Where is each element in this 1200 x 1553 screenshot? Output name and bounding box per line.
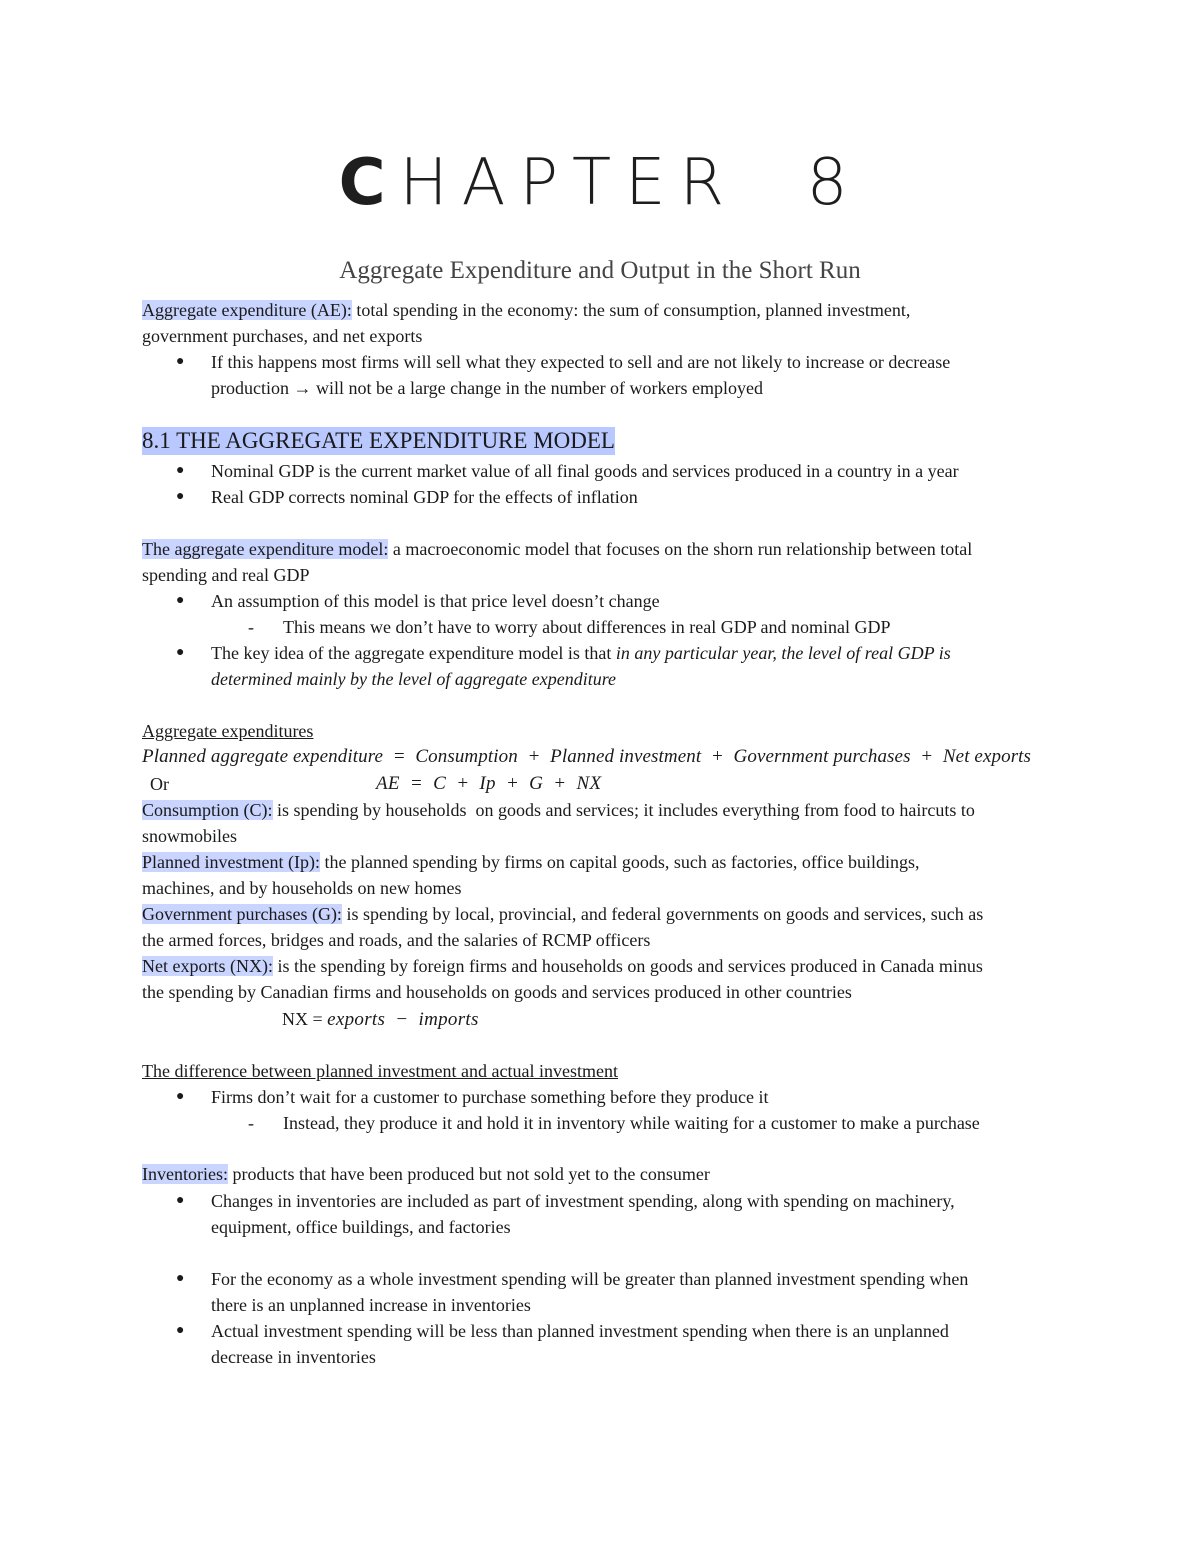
consumption-text-2: snowmobiles (142, 826, 238, 846)
chapter-title-initial: C (338, 146, 400, 220)
inventories-bullet-1a: Changes in inventories are included as part of investment spending, along with spending on machinery, (211, 1191, 955, 1211)
inventories-bullet-3a: Actual investment spending will be less than planned investment spending when there is an unplanned (211, 1321, 949, 1341)
bullet-glyph: ● (176, 1193, 185, 1208)
section-bullet-1: Nominal GDP is the current market value of all final goods and services produced in a country in a year (211, 461, 959, 481)
ae-definition (142, 298, 910, 322)
dash-glyph: - (248, 1113, 254, 1133)
netexports-term: Net exports (NX): (142, 956, 273, 976)
section-heading-8-1: 8.1 THE AGGREGATE EXPENDITURE MODEL (142, 428, 615, 453)
nx-formula-expr: exports − imports (327, 1009, 479, 1030)
model-bullet-2-pre: The key idea of the aggregate expenditure model is that (211, 643, 616, 663)
model-bullet-2 (211, 641, 951, 665)
agg-exp-formula: Planned aggregate expenditure = Consumption + Planned investment + Government purchases + Net exports (142, 746, 1032, 767)
model-text-1: a macroeconomic model that focuses on the shorn run relationship between total (388, 539, 973, 559)
investment-definition (142, 850, 920, 874)
chapter-subtitle: Aggregate Expenditure and Output in the Short Run (339, 257, 861, 284)
bullet-glyph: ● (176, 354, 185, 369)
nx-formula-pre: NX = (282, 1009, 328, 1029)
bullet-glyph: ● (176, 463, 185, 478)
model-term: The aggregate expenditure model: (142, 539, 389, 559)
investment-text-1: the planned spending by firms on capital goods, such as factories, office buildings, (319, 852, 920, 872)
planned-actual-sub-1: Instead, they produce it and hold it in inventory while waiting for a customer to make a purchase (283, 1113, 980, 1133)
ae-text-1: total spending in the economy: the sum of consumption, planned investment, (351, 300, 911, 320)
consumption-text-1: is spending by households on goods and services; it includes everything from food to haircuts to (272, 800, 975, 820)
planned-actual-heading: The difference between planned investment and actual investment (142, 1061, 618, 1081)
government-definition (142, 902, 983, 926)
bullet-glyph: ● (176, 1271, 185, 1286)
agg-exp-heading: Aggregate expenditures (142, 721, 314, 741)
inventories-bullet-1b: equipment, office buildings, and factories (211, 1217, 511, 1237)
government-text-2: the armed forces, bridges and roads, and the salaries of RCMP officers (142, 930, 651, 950)
ae-term: Aggregate expenditure (AE): (142, 300, 352, 320)
government-text-1: is spending by local, provincial, and federal governments on goods and services, such as (341, 904, 984, 924)
investment-term: Planned investment (Ip): (142, 852, 320, 872)
inventories-text: products that have been produced but not sold yet to the consumer (227, 1164, 710, 1184)
model-bullet-2b: determined mainly by the level of aggregate expenditure (211, 669, 617, 689)
chapter-title-rest: HAPTER 8 (399, 146, 862, 220)
bullet-glyph: ● (176, 1323, 185, 1338)
inventories-term: Inventories: (142, 1164, 228, 1184)
ae-text-2: government purchases, and net exports (142, 326, 423, 346)
bullet-glyph: ● (176, 489, 185, 504)
consumption-definition (142, 798, 975, 822)
investment-text-2: machines, and by households on new homes (142, 878, 462, 898)
ae-short-formula: AE = C + Ip + G + NX (376, 773, 602, 794)
nx-formula (282, 1007, 479, 1032)
bullet-glyph: ● (176, 645, 185, 660)
model-definition (142, 537, 972, 561)
model-bullet-1: An assumption of this model is that price level doesn’t change (211, 591, 660, 611)
model-text-2: spending and real GDP (142, 565, 310, 585)
model-sub-1: This means we don’t have to worry about differences in real GDP and nominal GDP (283, 617, 891, 637)
netexports-text-1: is the spending by foreign firms and households on goods and services produced in Canada minus (272, 956, 983, 976)
netexports-text-2: the spending by Canadian firms and households on goods and services produced in other countries (142, 982, 852, 1002)
government-term: Government purchases (G): (142, 904, 342, 924)
consumption-term: Consumption (C): (142, 800, 273, 820)
bullet-glyph: ● (176, 593, 185, 608)
ae-bullet-1b: production → will not be a large change in the number of workers employed (211, 378, 764, 398)
section-bullet-2: Real GDP corrects nominal GDP for the effects of inflation (211, 487, 638, 507)
planned-actual-bullet-1: Firms don’t wait for a customer to purchase something before they produce it (211, 1087, 769, 1107)
or-label: Or (150, 774, 169, 794)
inventories-bullet-2a: For the economy as a whole investment spending will be greater than planned investment spending when (211, 1269, 969, 1289)
ae-bullet-1a: If this happens most firms will sell what they expected to sell and are not likely to increase or decrease (211, 352, 951, 372)
chapter-title (0, 143, 1200, 223)
bullet-glyph: ● (176, 1089, 185, 1104)
dash-glyph: - (248, 617, 254, 637)
model-bullet-2-italic: in any particular year, the level of real GDP is (615, 643, 951, 663)
inventories-bullet-3b: decrease in inventories (211, 1347, 376, 1367)
inventories-definition (142, 1162, 710, 1186)
inventories-bullet-2b: there is an unplanned increase in inventories (211, 1295, 531, 1315)
netexports-definition (142, 954, 983, 978)
